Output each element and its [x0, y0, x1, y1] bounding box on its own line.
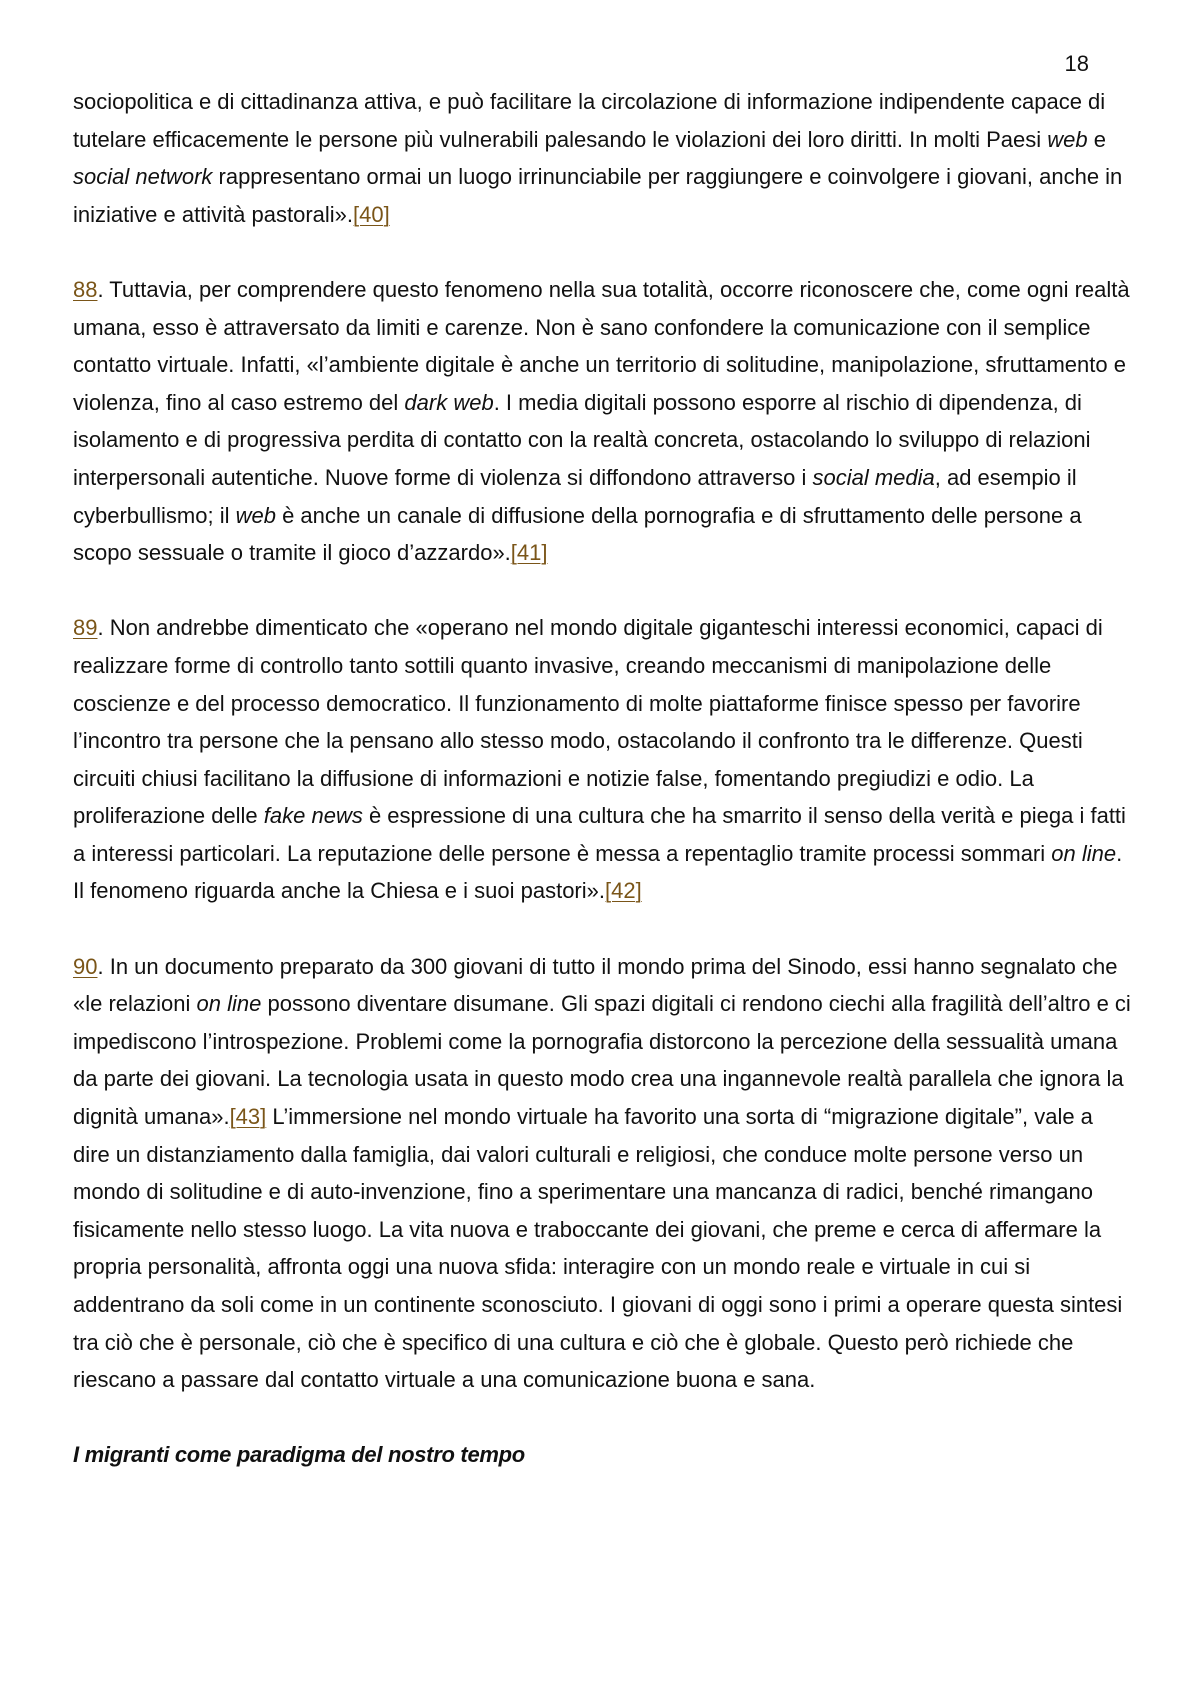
paragraph-text: , ad esempio il cyberbullismo; il — [73, 464, 1077, 528]
page-number: 18 — [1064, 51, 1089, 76]
paragraph-text: sociopolitica e di cittadinanza attiva, e può facilitare la circolazione di informazione indipendente capace di tutelare efficacemente le persone più vulnerabili palesando le violazioni dei loro diritti. In molti Paesi — [73, 89, 1106, 152]
italic-text: web — [1047, 126, 1088, 152]
paragraph-number-link[interactable]: 88 — [73, 276, 98, 302]
footnote-link[interactable]: [42] — [605, 878, 642, 904]
paragraph — [73, 948, 1133, 1399]
paragraph-number-link[interactable]: 90 — [73, 953, 98, 979]
paragraph-text: . Non andrebbe dimenticato che «operano nel mondo digitale giganteschi interessi economici, capaci di realizzare forme di controllo tanto sottili quanto invasive, creando meccanismi di manipolazione delle coscienze e del processo democratico. Il funzionamento di molte piattaforme finisce spesso per favorire l’incontro tra persone che la pensano allo stesso modo, ostacolando il confronto tra le differenze. Questi circuiti chiusi facilitano la diffusione di informazioni e notizie false, fomentando pregiudizi e odio. La proliferazione delle — [73, 615, 1103, 829]
italic-text: social network — [73, 164, 213, 190]
paragraph-text: . Tuttavia, per comprendere questo fenomeno nella sua totalità, occorre riconoscere che, come ogni realtà umana, esso è attraversato da limiti e carenze. Non è sano confondere la comunicazione con il semplice contatto virtuale. Infatti, «l’ambiente digitale è anche un territorio di solitudine, manipolazione, sfruttamento e violenza, fino al caso estremo del — [73, 276, 1130, 415]
paragraph-number-link[interactable]: 89 — [73, 615, 98, 641]
footnote-link[interactable]: [40] — [353, 201, 390, 227]
paragraph-text: è anche un canale di diffusione della pornografia e di sfruttamento delle persone a scopo sessuale o tramite il gioco d’azzardo». — [73, 502, 1082, 566]
paragraph — [73, 83, 1133, 233]
paragraph-text: rappresentano ormai un luogo irrinunciabile per raggiungere e coinvolgere i giovani, anche in iniziative e attività pastorali». — [73, 164, 1123, 227]
paragraph-text: . In un documento preparato da 300 giovani di tutto il mondo prima del Sinodo, essi hanno segnalato che «le relazioni — [73, 953, 1118, 1017]
footnote-link[interactable]: [43] — [229, 1104, 267, 1130]
paragraph-text: possono diventare disumane. Gli spazi digitali ci rendono ciechi alla fragilità dell’altro e ci impediscono l’introspezione. Problemi come la pornografia distorcono la percezione della sessualità umana da parte dei giovani. La tecnologia usata in questo modo crea una ingannevole realtà parallela che ignora la dignità umana». — [73, 991, 1131, 1130]
paragraph-text: L’immersione nel mondo virtuale ha favorito una sorta di “migrazione digitale”, vale a dire un distanziamento dalla famiglia, dai valori culturali e religiosi, che conduce molte persone verso un mondo di solitudine e di auto-invenzione, fino a sperimentare una mancanza di radici, benché rimangano fisicamente nello stesso luogo. La vita nuova e traboccante dei giovani, che preme e cerca di affermare la propria personalità, affronta oggi una nuova sfida: interagire con un mondo reale e virtuale in cui si addentrano da soli come in un continente sconosciuto. I giovani di oggi sono i primi a operare questa sintesi tra ciò che è personale, ciò che è specifico di una cultura e ciò che è globale. Questo però richiede che riescano a passare dal contatto virtuale a una comunicazione buona e sana. — [73, 1104, 1123, 1393]
italic-text: dark web — [404, 389, 494, 415]
italic-text: fake news — [263, 803, 363, 829]
italic-text: social media — [812, 464, 935, 490]
paragraph — [73, 609, 1133, 910]
paragraph-text: e — [1087, 126, 1106, 152]
italic-text: on line — [1051, 840, 1117, 866]
footnote-link[interactable]: [41] — [510, 540, 548, 566]
paragraph — [73, 271, 1133, 572]
paragraph-text: è espressione di una cultura che ha smarrito il senso della verità e piega i fatti a interessi particolari. La reputazione delle persone è messa a repentaglio tramite processi sommari — [73, 803, 1126, 866]
paragraph-text: . Il fenomeno riguarda anche la Chiesa e i suoi pastori». — [73, 840, 1123, 904]
italic-text: web — [235, 502, 276, 528]
italic-text: on line — [196, 991, 262, 1017]
document-body — [73, 83, 1133, 1474]
paragraph-text: . I media digitali possono esporre al rischio di dipendenza, di isolamento e di progressiva perdita di contatto con la realtà concreta, ostacolando lo sviluppo di relazioni interpersonali autentiche. Nuove forme di violenza si diffondono attraverso i — [73, 389, 1091, 490]
section-heading: I migranti come paradigma del nostro tempo — [73, 1442, 525, 1468]
